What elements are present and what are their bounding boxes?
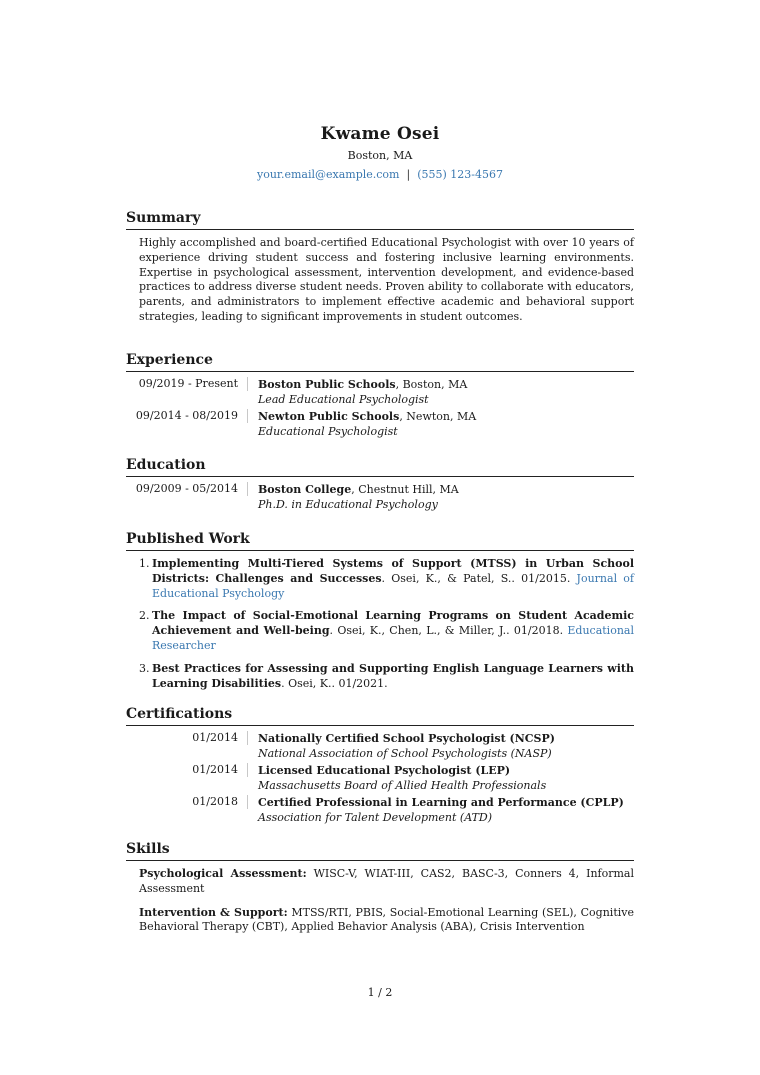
- entry-date: 09/2014 - 08/2019: [126, 409, 248, 423]
- school-name: Boston College: [258, 483, 352, 496]
- entry-date: 01/2014: [126, 731, 248, 745]
- publication-venue-link[interactable]: Educational Researcher: [152, 624, 634, 652]
- publication-title: Implementing Multi-Tiered Systems of Support (MTSS) in Urban School Districts: Challenges and Successes: [152, 557, 634, 585]
- skill-group: [139, 867, 634, 897]
- certification-name: Licensed Educational Psychologist (LEP): [258, 764, 511, 777]
- entry-date: 09/2019 - Present: [126, 377, 248, 391]
- entry-date: 01/2018: [126, 795, 248, 809]
- publications-section: [126, 530, 634, 699]
- publication-title: Best Practices for Assessing and Supporting English Language Learners with Learning Disabilities: [152, 661, 634, 690]
- contact-separator: |: [406, 168, 411, 181]
- summary-section: [126, 209, 634, 325]
- publication-number: 3.: [139, 661, 150, 675]
- certification-name: Certified Professional in Learning and Performance (CPLP): [258, 796, 624, 809]
- employer-name: Newton Public Schools: [258, 410, 400, 423]
- publication-list: [139, 557, 634, 691]
- email-link[interactable]: your.email@example.com: [257, 168, 400, 181]
- job-title: Educational Psychologist: [258, 425, 398, 438]
- contact-line: [0, 168, 760, 182]
- skill-value: MTSS/RTI, PBIS, Social-Emotional Learning (SEL), Cognitive Behavioral Therapy (CBT), Applied Behavior Analysis (ABA), Crisis Intervention: [139, 905, 634, 934]
- summary-title: Summary: [126, 210, 201, 226]
- experience-entry: [126, 377, 634, 407]
- publication-item: [139, 662, 634, 692]
- publication-number: 1.: [139, 557, 150, 570]
- experience-entry: [126, 409, 634, 439]
- school-location: , Chestnut Hill, MA: [351, 483, 459, 496]
- certification-entry: [126, 763, 634, 793]
- certification-entry: [126, 731, 634, 761]
- publication-venue-link[interactable]: Journal of Educational Psychology: [152, 571, 635, 600]
- publication-title: The Impact of Social-Emotional Learning Programs on Student Academic Achievement and Well-being: [152, 609, 634, 638]
- section-divider: [126, 860, 634, 861]
- phone-link[interactable]: (555) 123-4567: [417, 168, 503, 181]
- skill-label: Psychological Assessment:: [139, 867, 307, 880]
- page-number: 1 / 2: [367, 986, 393, 999]
- experience-title: Experience: [126, 352, 213, 368]
- publication-authors: . Osei, K., & Patel, S.. 01/2015.: [381, 571, 577, 585]
- certification-issuer: Massachusetts Board of Allied Health Professionals: [258, 779, 547, 792]
- summary-text: Highly accomplished and board-certified Educational Psychologist with over 10 years of experience driving student success and fostering inclusive learning environments. Expertise in psychological assessment, intervention development, and evidence-based practices to address diverse student needs. Proven ability to collaborate with educators, parents, and administrators to implement effective academic and behavioral support strategies, leading to significant improvements in student outcomes.: [139, 236, 634, 323]
- certifications-section: [126, 705, 634, 825]
- entry-date: 01/2014: [126, 763, 248, 777]
- publication-item: [139, 557, 634, 601]
- certification-name: Nationally Certified School Psychologist (NCSP): [258, 732, 555, 745]
- certification-issuer: National Association of School Psychologists (NASP): [258, 747, 552, 760]
- certification-issuer: Association for Talent Development (ATD): [258, 811, 493, 824]
- skill-label: Intervention & Support:: [139, 905, 288, 919]
- section-divider: [126, 371, 634, 372]
- certifications-title: Certifications: [126, 706, 233, 722]
- skill-group: [139, 906, 634, 936]
- section-divider: [126, 550, 634, 551]
- employer-location: , Newton, MA: [399, 410, 477, 423]
- skills-section: [126, 840, 634, 935]
- education-title: Education: [126, 457, 206, 473]
- skills-title: Skills: [126, 841, 170, 857]
- resume-header: [0, 124, 760, 182]
- section-divider: [126, 725, 634, 726]
- degree-title: Ph.D. in Educational Psychology: [258, 498, 438, 511]
- employer-location: , Boston, MA: [395, 378, 468, 391]
- education-section: [126, 456, 634, 512]
- publications-title: Published Work: [126, 531, 250, 547]
- job-title: Lead Educational Psychologist: [258, 393, 429, 406]
- publication-authors: . Osei, K., Chen, L., & Miller, J.. 01/2018.: [329, 624, 568, 638]
- candidate-location: Boston, MA: [347, 149, 413, 162]
- section-divider: [126, 229, 634, 230]
- publication-number: 2.: [139, 609, 150, 623]
- section-divider: [126, 476, 634, 477]
- employer-name: Boston Public Schools: [258, 378, 396, 391]
- publication-item: [139, 609, 634, 653]
- certification-entry: [126, 795, 634, 825]
- entry-date: 09/2009 - 05/2014: [126, 482, 248, 496]
- education-entry: [126, 482, 634, 512]
- experience-section: [126, 351, 634, 439]
- candidate-name: Kwame Osei: [320, 124, 440, 144]
- skill-value: WISC-V, WIAT-III, CAS2, BASC-3, Conners 4, Informal Assessment: [139, 867, 634, 895]
- publication-authors: . Osei, K.. 01/2021.: [281, 676, 388, 690]
